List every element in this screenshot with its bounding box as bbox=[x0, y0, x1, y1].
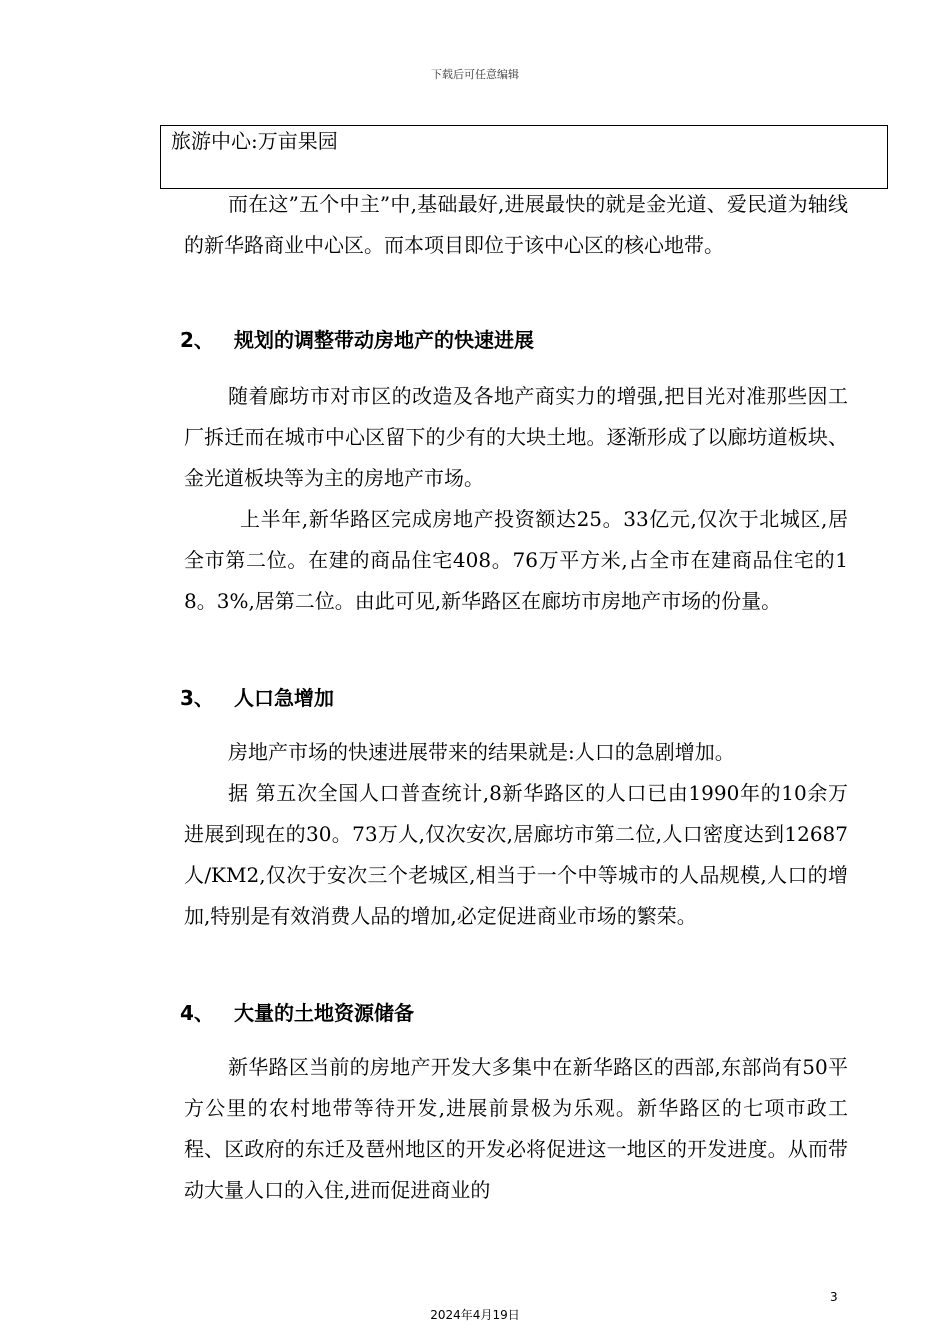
section-title: 规划的调整带动房地产的快速进展 bbox=[234, 328, 534, 352]
paragraph-3b: 据 第五次全国人口普查统计,8新华路区的人口已由1990年的10余万进展到现在的30。73万人,仅次安次,居廊坊市第二位,人口密度达到12687人/KM2,仅次于安次三个老城区,相当于一个中等城市的人品规模,人口的增加,特别是有效消费人品的增加,必定促进商业市场的繁荣。 bbox=[184, 781, 848, 928]
paragraph-2a: 随着廊坊市对市区的改造及各地产商实力的增强,把目光对准那些因工厂拆迁而在城市中心区留下的少有的大块土地。逐渐形成了以廊坊道板块、金光道板块等为主的房地产市场。 bbox=[184, 384, 848, 490]
table-box bbox=[160, 125, 888, 189]
paragraph-4a: 新华路区当前的房地产开发大多集中在新华路区的西部,东部尚有50平方公里的农村地带等待开发,进展前景极为乐观。新华路区的七项市政工程、区政府的东迁及琶州地区的开发必将促进这一地区的开发进度。从而带动大量人口的入住,进而促进商业的 bbox=[184, 1055, 848, 1202]
page-footer-date: 2024年4月19日 bbox=[430, 1308, 520, 1322]
section-heading-4 bbox=[180, 999, 414, 1027]
page-header: 下载后可任意编辑 bbox=[431, 68, 519, 81]
intro-paragraph: 而在这”五个中主”中,基础最好,进展最快的就是金光道、爱民道为轴线的新华路商业中心区。而本项目即位于该中心区的核心地带。 bbox=[184, 192, 848, 257]
page-number: 3 bbox=[830, 1290, 838, 1304]
section-number: 2、 bbox=[180, 328, 214, 352]
section-number: 4、 bbox=[180, 1001, 214, 1025]
paragraph-2b: 上半年,新华路区完成房地产投资额达25。33亿元,仅次于北城区,居全市第二位。在建的商品住宅408。76万平方米,占全市在建商品住宅的18。3%,居第二位。由此可见,新华路区在廊坊市房地产市场的份量。 bbox=[184, 507, 848, 613]
section-title: 大量的土地资源储备 bbox=[234, 1001, 414, 1025]
section-title: 人口急增加 bbox=[234, 686, 334, 710]
paragraph-3a: 房地产市场的快速进展带来的结果就是:人口的急剧增加。 bbox=[228, 740, 735, 764]
section-number: 3、 bbox=[180, 686, 214, 710]
table-cell: 旅游中心:万亩果园 bbox=[171, 129, 338, 153]
section-heading-3 bbox=[180, 684, 334, 712]
section-heading-2 bbox=[180, 326, 534, 354]
